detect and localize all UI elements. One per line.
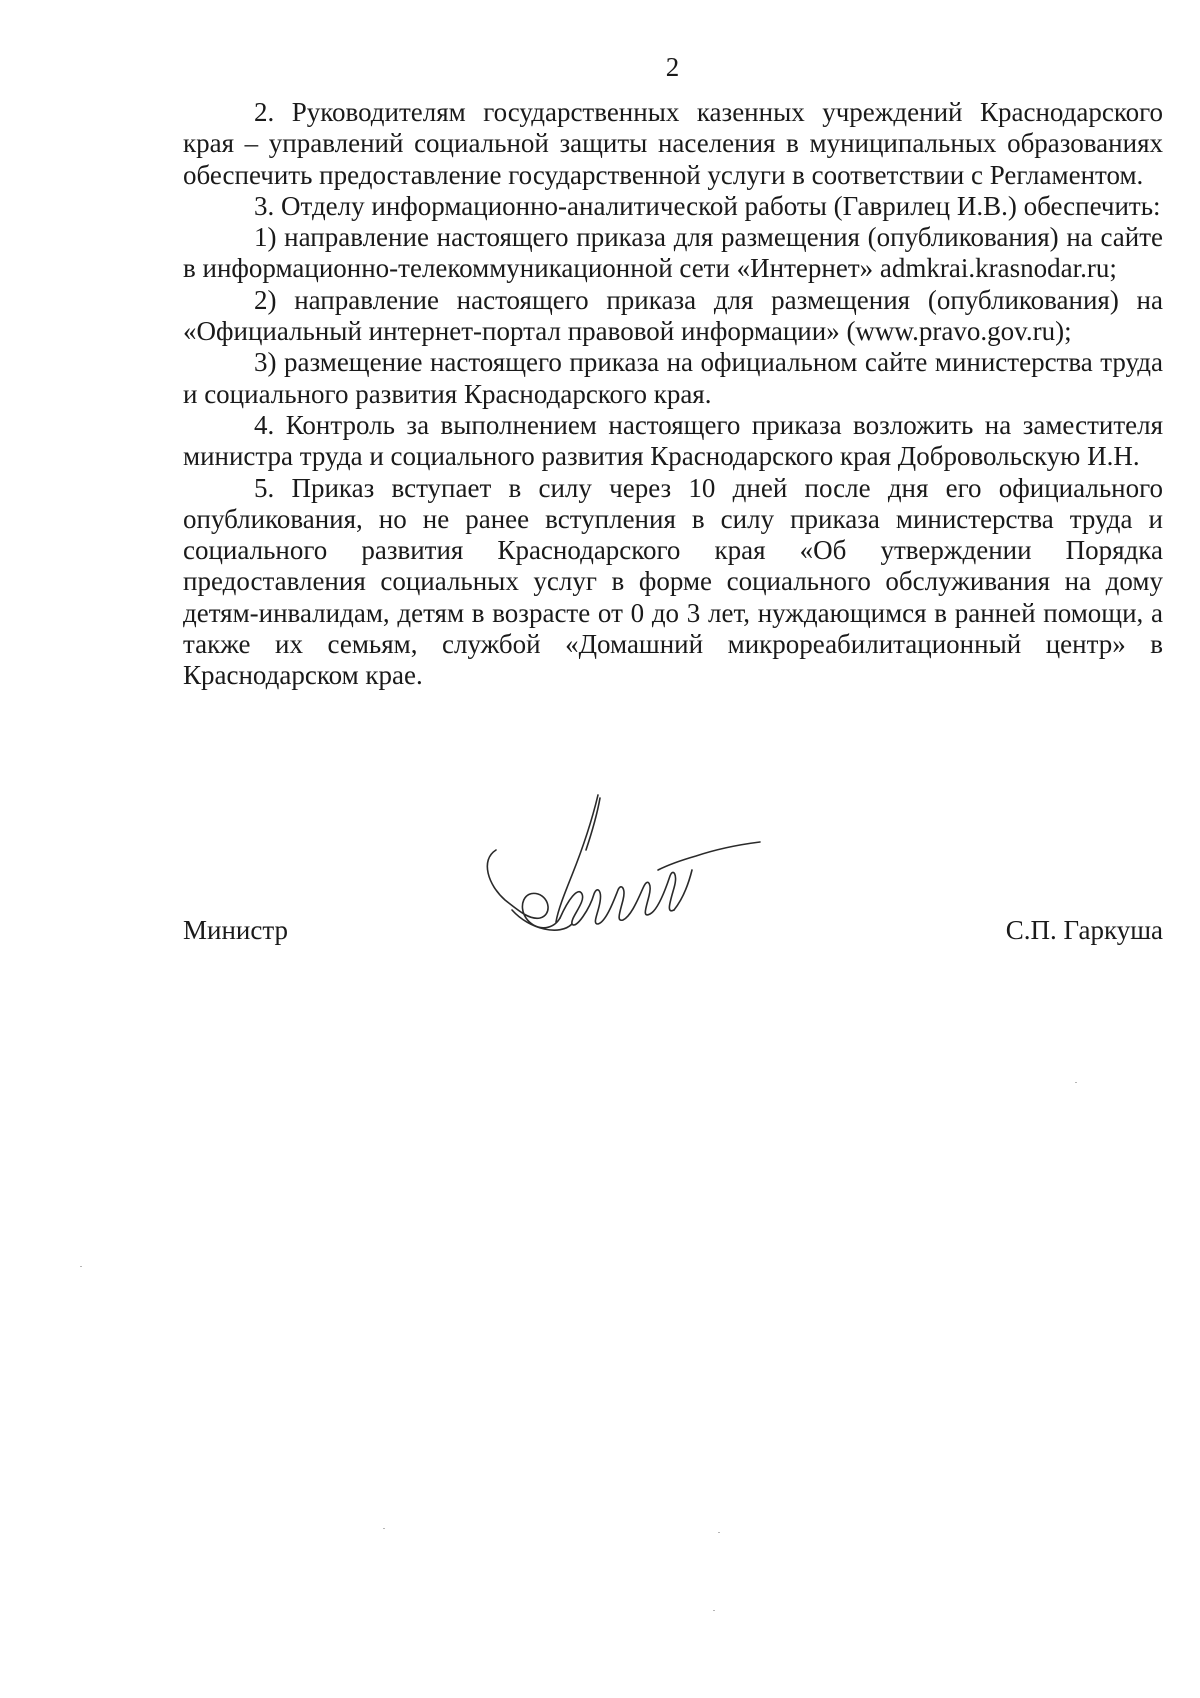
subparagraph-item-3-2: 2) направление настоящего приказа для размещения (опубликования) на «Официальный интернет-портал правовой информации» (www.pravo.gov.ru); <box>183 284 1163 347</box>
signatory-position: Министр <box>183 915 288 945</box>
scan-speck <box>80 1266 82 1267</box>
page-number <box>0 50 1200 84</box>
scan-speck <box>718 1532 720 1533</box>
scan-speck <box>383 1528 385 1529</box>
paragraph-item-2: 2. Руководителям государственных казенных учреждений Краснодарского края – управлений социальной защиты населения в муниципальных образованиях обеспечить предоставление государственной услуги в соответствии с Регламентом. <box>183 97 1163 190</box>
signatory-name: С.П. Гаркуша <box>1005 915 1163 945</box>
paragraph-item-4: 4. Контроль за выполнением настоящего приказа возложить на заместителя министра труда и социального развития Краснодарского края Добровольскую И.Н. <box>183 409 1163 472</box>
subparagraph-item-3-1: 1) направление настоящего приказа для размещения (опубликования) на сайте в информационно-телекоммуникационной сети «Интернет» admkrai.krasnodar.ru; <box>183 222 1163 284</box>
subparagraph-item-3-3: 3) размещение настоящего приказа на официальном сайте министерства труда и социального развития Краснодарского края. <box>183 347 1163 409</box>
signature-block <box>183 900 1163 960</box>
page-number-text: 2 <box>665 52 680 82</box>
scan-speck <box>1075 1082 1077 1083</box>
document-body <box>183 97 1163 692</box>
scan-speck <box>713 1610 715 1611</box>
paragraph-item-3: 3. Отделу информационно-аналитической работы (Гаврилец И.В.) обеспечить: <box>254 190 1161 221</box>
paragraph-item-5: 5. Приказ вступает в силу через 10 дней после дня его официального опубликования, но не ранее вступления в силу приказа министерства труда и социального развития Краснодарского края «Об утверждении Порядка предоставления социальных услуг в форме социального обслуживания на дому детям-инвалидам, детям в возрасте от 0 до 3 лет, нуждающимся в ранней помощи, а также их семьям, службой «Домашний микрореабилитационный центр» в Краснодарском крае. <box>183 472 1163 691</box>
